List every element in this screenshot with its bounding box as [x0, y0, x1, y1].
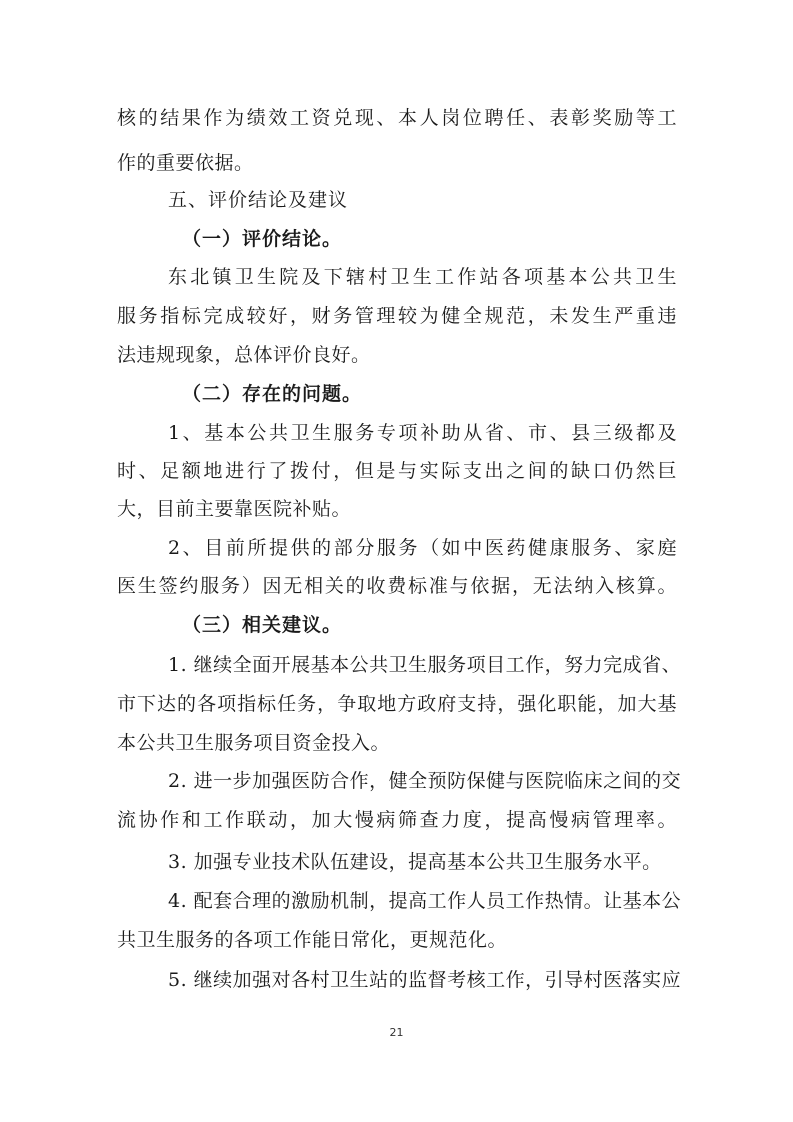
paragraph-line: 大，目前主要靠医院补贴。	[117, 498, 352, 520]
paragraph-line: 流协作和工作联动，加大慢病筛查力度，提高慢病管理率。	[117, 809, 677, 831]
section-heading: 五、评价结论及建议	[168, 189, 349, 211]
paragraph-line: 市下达的各项指标任务，争取地方政府支持，强化职能，加大基	[117, 693, 677, 715]
paragraph-line: 2. 进一步加强医防合作，健全预防保健与医院临床之间的交	[168, 770, 682, 792]
subsection-heading: （三）相关建议。	[182, 614, 343, 636]
paragraph-line: 本公共卫生服务项目资金投入。	[117, 732, 391, 754]
paragraph-line: 东北镇卫生院及下辖村卫生工作站各项基本公共卫生	[168, 266, 677, 288]
subsection-heading: （二）存在的问题。	[182, 383, 363, 405]
paragraph-line: 3. 加强专业技术队伍建设，提高基本公共卫生服务水平。	[168, 851, 662, 873]
paragraph-line: 时、足额地进行了拨付，但是与实际支出之间的缺口仍然巨	[117, 460, 677, 482]
paragraph-line: 共卫生服务的各项工作能日常化，更规范化。	[117, 929, 508, 951]
page-number: 21	[389, 1026, 404, 1039]
paragraph-line: 4. 配套合理的激励机制，提高工作人员工作热情。让基本公	[168, 890, 682, 912]
subsection-heading: （一）评价结论。	[182, 228, 343, 250]
paragraph-line: 核的结果作为绩效工资兑现、本人岗位聘任、表彰奖励等工	[117, 107, 677, 129]
paragraph-line: 医生签约服务）因无相关的收费标准与依据，无法纳入核算。	[117, 575, 677, 597]
paragraph-line: 1. 继续全面开展基本公共卫生服务项目工作，努力完成省、	[168, 654, 682, 676]
paragraph-line: 5. 继续加强对各村卫生站的监督考核工作，引导村医落实应	[168, 969, 682, 991]
paragraph-line: 服务指标完成较好，财务管理较为健全规范，未发生严重违	[117, 305, 677, 327]
paragraph-line: 2、目前所提供的部分服务（如中医药健康服务、家庭	[168, 537, 677, 559]
paragraph-line: 法违规现象，总体评价良好。	[117, 344, 371, 366]
paragraph-line: 1、基本公共卫生服务专项补助从省、市、县三级都及	[168, 422, 677, 444]
paragraph-line: 作的重要依据。	[117, 152, 254, 174]
